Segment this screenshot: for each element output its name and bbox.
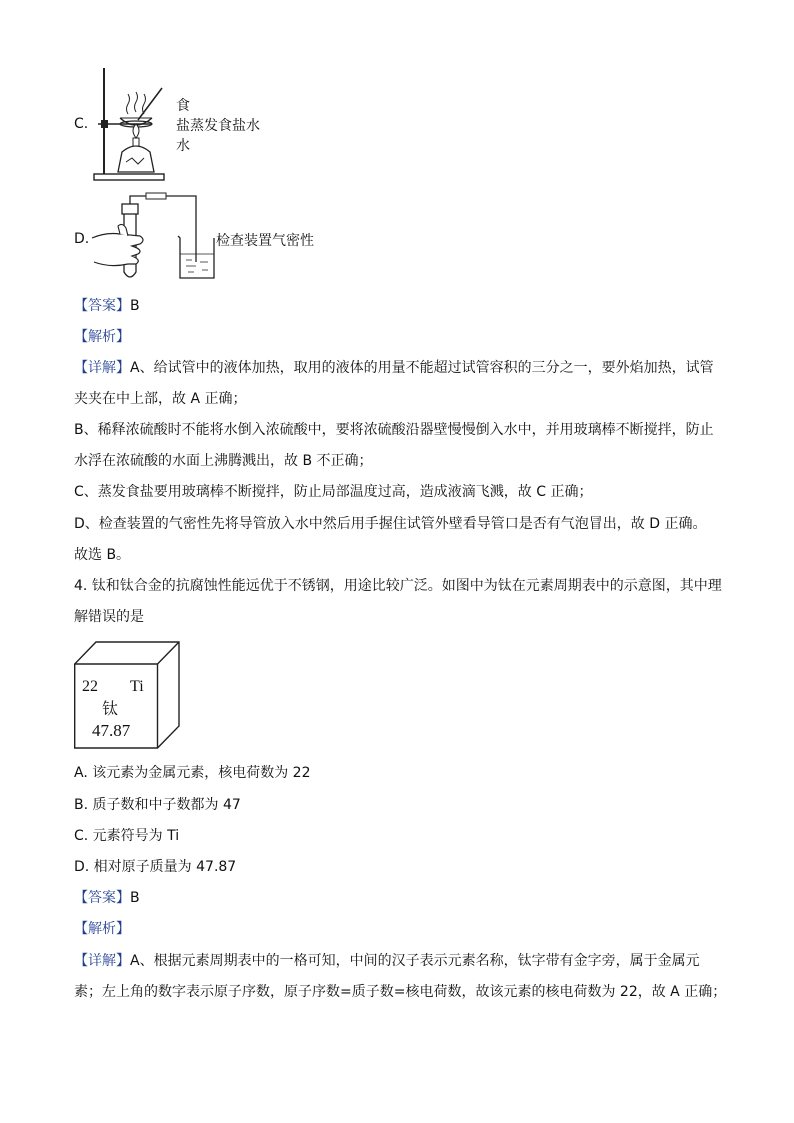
- evaporation-apparatus-figure: [92, 66, 182, 184]
- q4-detail-line: 素；左上角的数字表示原子序数，原子序数=质子数=核电荷数，故该元素的核电荷数为 22，故 A 正确；: [74, 984, 727, 1000]
- answer-tag: 【答案】: [74, 890, 130, 906]
- q3-detail-line: 水浮在浓硫酸的水面上沸腾溅出，故 B 不正确；: [74, 453, 373, 469]
- analysis-tag: 【解析】: [74, 329, 130, 345]
- option-d-label: 检查装置气密性: [216, 233, 314, 249]
- q4-stem: 解错误的是: [74, 609, 144, 625]
- q3-detail-line: B、稀释浓硫酸时不能将水倒入浓硫酸中，要将浓硫酸沿器壁慢慢倒入水中，并用玻璃棒不断搅拌，防止: [74, 422, 714, 438]
- q3-answer-row: [74, 296, 140, 316]
- answer-value: B: [130, 298, 140, 314]
- detail-tag: 【详解】: [74, 360, 130, 376]
- q4-answer-row: [74, 888, 140, 908]
- q4-option-d: D. 相对原子质量为 47.87: [74, 859, 237, 875]
- atomic-mass: 47.87: [92, 721, 131, 740]
- detail-tag: 【详解】: [74, 953, 130, 969]
- q4-stem: 4. 钛和钛合金的抗腐蚀性能远优于不锈钢，用途比较广泛。如图中为钛在元素周期表中的示意图，其中理: [74, 578, 722, 594]
- option-c-label-2: 盐蒸发食盐水: [176, 118, 260, 134]
- q3-detail-line: C、蒸发食盐要用玻璃棒不断搅拌，防止局部温度过高，造成液滴飞溅，故 C 正确；: [74, 484, 593, 500]
- q3-detail-line: D、检查装置的气密性先将导管放入水中然后用手握住试管外壁看导管口是否有气泡冒出，故 D 正确。: [74, 516, 707, 532]
- q4-option-a: A. 该元素为金属元素，核电荷数为 22: [74, 765, 311, 781]
- q3-detail-line: 【详解】A、给试管中的液体加热，取用的液体的用量不能超过试管容积的三分之一，要外焰加热，试管: [74, 360, 714, 376]
- q3-detail-line: 故选 B。: [74, 547, 131, 563]
- q4-detail-line: 【详解】A、根据元素周期表中的一格可知，中间的汉子表示元素名称，钛字带有金字旁，属于金属元: [74, 953, 700, 969]
- element-name: 钛: [102, 699, 119, 718]
- airtightness-check-figure: [92, 192, 222, 288]
- analysis-tag: 【解析】: [74, 921, 130, 937]
- q4-option-b: B. 质子数和中子数都为 47: [74, 797, 241, 813]
- option-c-letter: C.: [74, 116, 89, 132]
- option-d-letter: D.: [74, 231, 90, 247]
- atomic-number: 22: [82, 678, 98, 695]
- option-c-label-1: 食: [176, 98, 190, 114]
- answer-tag: 【答案】: [74, 298, 130, 314]
- element-cell: [74, 640, 180, 750]
- q3-detail-line: 夹夹在中上部，故 A 正确；: [74, 391, 247, 407]
- element-symbol: Ti: [130, 678, 144, 695]
- q4-option-c: C. 元素符号为 Ti: [74, 828, 180, 844]
- answer-value: B: [130, 890, 140, 906]
- option-c-label-3: 水: [176, 138, 190, 154]
